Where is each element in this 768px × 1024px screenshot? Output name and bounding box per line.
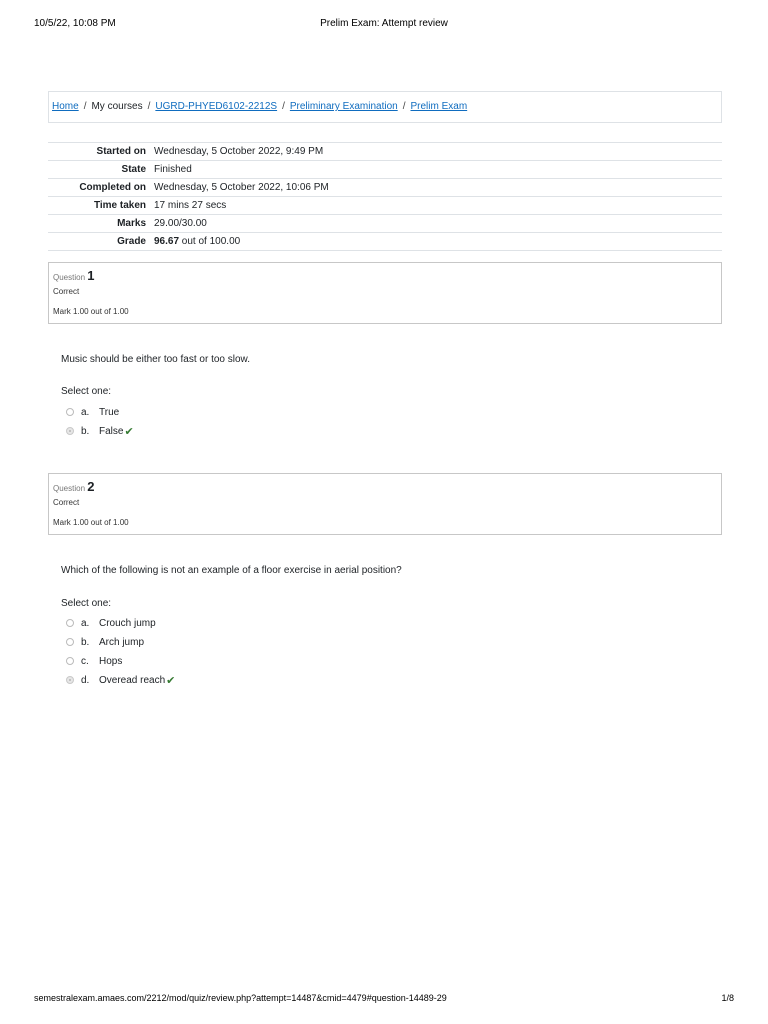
question-state: Correct — [53, 498, 80, 507]
summary-value: Wednesday, 5 October 2022, 10:06 PM — [150, 179, 722, 197]
summary-value: Wednesday, 5 October 2022, 9:49 PM — [150, 143, 722, 161]
breadcrumb-quiz[interactable]: Prelim Exam — [410, 101, 468, 112]
summary-value — [150, 233, 722, 251]
option-text: Overead reach — [99, 674, 166, 686]
summary-label: State — [48, 161, 150, 179]
summary-row-started — [48, 143, 722, 161]
question-word: Question — [53, 484, 86, 493]
grade-score: 96.67 — [154, 236, 180, 247]
question-2-option-a[interactable] — [66, 616, 156, 630]
summary-label: Marks — [48, 215, 150, 233]
radio-button[interactable] — [66, 619, 74, 627]
summary-label: Completed on — [48, 179, 150, 197]
summary-row-marks — [48, 215, 722, 233]
breadcrumb-section[interactable]: Preliminary Examination — [289, 101, 398, 112]
question-number-value: 2 — [87, 479, 95, 494]
grade-suffix: out of 100.00 — [179, 236, 241, 247]
question-1-info — [48, 262, 722, 324]
check-icon: ✔ — [166, 674, 176, 687]
summary-value: Finished — [150, 161, 722, 179]
summary-row-state — [48, 161, 722, 179]
question-number — [53, 478, 717, 496]
option-letter: c. — [81, 655, 89, 667]
option-letter: a. — [81, 406, 90, 418]
option-letter: d. — [81, 674, 90, 686]
breadcrumb-my-courses: My courses — [91, 101, 143, 112]
summary-value: 29.00/30.00 — [150, 215, 722, 233]
breadcrumb-separator: / — [147, 101, 151, 112]
summary-label: Started on — [48, 143, 150, 161]
breadcrumb-home[interactable]: Home — [52, 101, 79, 112]
option-letter: b. — [81, 636, 90, 648]
summary-row-time — [48, 197, 722, 215]
question-state: Correct — [53, 287, 80, 296]
option-letter: a. — [81, 617, 90, 629]
radio-button[interactable] — [66, 638, 74, 646]
radio-button[interactable] — [66, 657, 74, 665]
radio-button[interactable] — [66, 408, 74, 416]
summary-row-completed — [48, 179, 722, 197]
print-page-number: 1/8 — [721, 993, 734, 1003]
question-number-value: 1 — [87, 268, 95, 283]
question-word: Question — [53, 273, 86, 282]
question-mark: Mark 1.00 out of 1.00 — [53, 518, 129, 527]
option-text: False — [99, 425, 124, 437]
question-1-option-a[interactable] — [66, 405, 119, 419]
summary-row-grade — [48, 233, 722, 251]
radio-button-selected[interactable] — [66, 676, 74, 684]
breadcrumb — [48, 91, 722, 123]
breadcrumb-separator: / — [402, 101, 406, 112]
check-icon: ✔ — [124, 425, 134, 438]
question-1-prompt: Select one: — [61, 386, 112, 397]
print-header — [34, 18, 734, 32]
question-1-option-b[interactable] — [66, 424, 134, 438]
summary-value: 17 mins 27 secs — [150, 197, 722, 215]
option-text: Hops — [99, 655, 123, 667]
print-datetime: 10/5/22, 10:08 PM — [34, 18, 116, 29]
question-2-prompt: Select one: — [61, 598, 112, 609]
question-2-option-b[interactable] — [66, 635, 144, 649]
summary-label: Time taken — [48, 197, 150, 215]
option-letter: b. — [81, 425, 90, 437]
question-2-info — [48, 473, 722, 535]
option-text: Crouch jump — [99, 617, 156, 629]
question-2-text: Which of the following is not an example of a floor exercise in aerial position? — [61, 565, 402, 576]
question-mark: Mark 1.00 out of 1.00 — [53, 307, 129, 316]
radio-button-selected[interactable] — [66, 427, 74, 435]
print-url: semestralexam.amaes.com/2212/mod/quiz/review.php?attempt=14487&cmid=4479#question-14489-29 — [34, 993, 447, 1003]
summary-label: Grade — [48, 233, 150, 251]
question-2-option-c[interactable] — [66, 654, 122, 668]
question-1-text: Music should be either too fast or too slow. — [61, 354, 250, 365]
question-number — [53, 267, 717, 285]
attempt-summary-table — [48, 142, 722, 251]
print-title: Prelim Exam: Attempt review — [320, 18, 448, 29]
breadcrumb-separator: / — [282, 101, 285, 112]
print-footer — [34, 993, 734, 1007]
breadcrumb-course[interactable]: UGRD-PHYED6102-2212S — [155, 101, 278, 112]
breadcrumb-separator: / — [83, 101, 87, 112]
option-text: Arch jump — [99, 636, 145, 648]
option-text: True — [99, 406, 120, 418]
question-2-option-d[interactable] — [66, 673, 175, 687]
